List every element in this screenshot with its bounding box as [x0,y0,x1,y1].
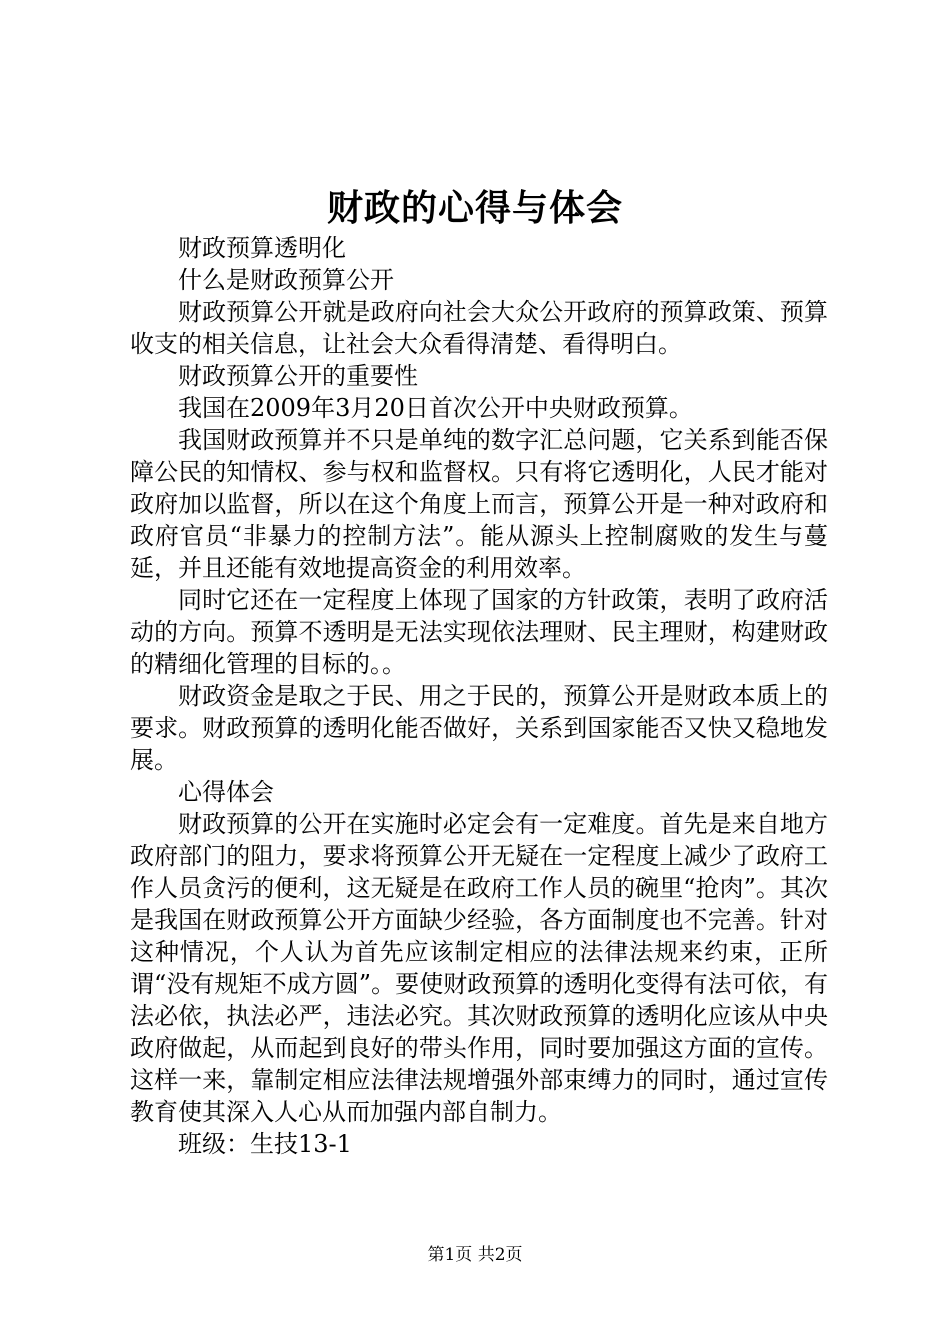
heading-importance: 财政预算公开的重要性 [178,362,418,390]
paragraph-supervision: 我国财政预算并不只是单纯的数字汇总问题，它关系到能否保障公民的知情权、参与权和监督权。只有将它透明化，人民才能对政府加以监督，所以在这个角度上而言，预算公开是一种对政府和政府官员“非暴力的控制方法”。能从源头上控制腐败的发生与蔓延，并且还能有效地提高资金的利用效率。 [130,426,828,582]
document-title: 财政的心得与体会 [326,187,623,229]
paragraph-definition: 财政预算公开就是政府向社会大众公开政府的预算政策、预算收支的相关信息，让社会大众看得清楚、看得明白。 [130,298,828,358]
paragraph-policy-direction: 同时它还在一定程度上体现了国家的方针政策，表明了政府活动的方向。预算不透明是无法实现依法理财、民主理财，构建财政的精细化管理的目标的。。 [130,586,828,678]
heading-what-is-budget-disclosure: 什么是财政预算公开 [178,266,394,294]
page-footer: 第1页 共2页 [427,1245,523,1265]
paragraph-fiscal-essence: 财政资金是取之于民、用之于民的，预算公开是财政本质上的要求。财政预算的透明化能否做好，关系到国家能否又快又稳地发展。 [130,682,828,774]
heading-budget-transparency: 财政预算透明化 [178,234,346,262]
paragraph-first-disclosure: 我国在2009年3月20日首次公开中央财政预算。 [178,394,693,422]
class-info: 班级：生技13-1 [178,1130,352,1158]
document-body [130,232,828,1160]
paragraph-reflections: 财政预算的公开在实施时必定会有一定难度。首先是来自地方政府部门的阻力，要求将预算公开无疑在一定程度上减少了政府工作人员贪污的便利，这无疑是在政府工作人员的碗里“抢肉”。其次是我国在财政预算公开方面缺少经验，各方面制度也不完善。针对这种情况，个人认为首先应该制定相应的法律法规来约束，正所谓“没有规矩不成方圆”。要使财政预算的透明化变得有法可依，有法必依，执法必严，违法必究。其次财政预算的透明化应该从中央政府做起，从而起到良好的带头作用，同时要加强这方面的宣传。这样一来，靠制定相应法律法规增强外部束缚力的同时，通过宣传教育使其深入人心从而加强内部自制力。 [130,810,828,1126]
heading-reflections: 心得体会 [178,778,274,806]
